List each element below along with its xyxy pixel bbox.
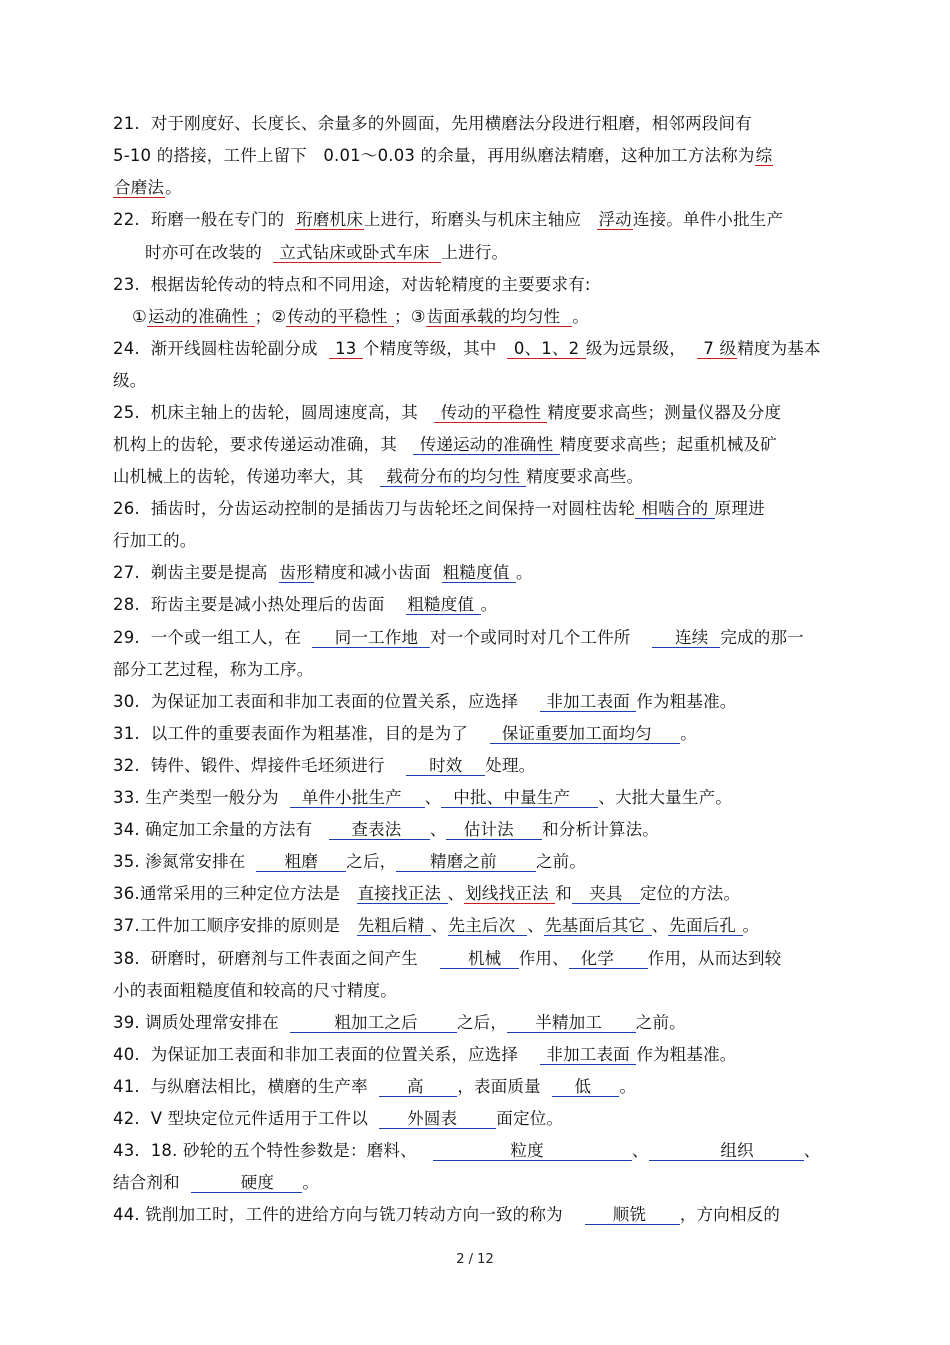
answer-blank: 机械 — [440, 949, 518, 968]
question-text: 。 — [742, 916, 760, 935]
question-text: 级为远景级， — [585, 339, 697, 358]
question-text: 时亦可在改装的 — [145, 243, 273, 262]
question-text: 面定位。 — [496, 1109, 564, 1128]
question-text: 、 — [631, 1141, 649, 1160]
question-text: 22. 珩磨一般在专门的 — [113, 210, 296, 229]
question-text: 。 — [515, 563, 533, 582]
text-line — [113, 434, 777, 456]
text-line — [113, 819, 659, 841]
question-text: 。 — [165, 178, 182, 197]
question-text: 。 — [572, 307, 589, 326]
answer-blank: 0、1、2 — [508, 339, 585, 358]
question-text: 、 — [430, 916, 448, 935]
question-text: 精度要求高些；起重机械及矿 — [559, 435, 777, 454]
answer-blank: 非加工表面 — [540, 692, 636, 711]
text-line — [113, 755, 535, 777]
question-text: ；② — [254, 307, 287, 326]
text-line — [113, 1108, 563, 1130]
answer-blank: 运动的准确性 — [148, 307, 254, 326]
question-text: 行加工的。 — [113, 531, 197, 550]
question-text: 21. 对于刚度好、长度长、余量多的外圆面，先用横磨法分段进行粗磨，相邻两段间有 — [113, 114, 752, 133]
text-line — [113, 177, 182, 199]
question-text: 。 — [480, 595, 498, 614]
question-text: 37.工件加工顺序安排的原则是 — [113, 916, 357, 935]
text-line — [113, 980, 397, 1002]
answer-blank: 载荷分布的均匀性 — [380, 467, 526, 486]
answer-blank: 硬度 — [191, 1173, 302, 1192]
question-text: 小的表面粗糙度值和较高的尺寸精度。 — [113, 981, 397, 1000]
text-line — [113, 562, 533, 584]
text-line — [113, 402, 781, 424]
question-text: 39. 调质处理常安排在 — [113, 1013, 290, 1032]
question-text: 结合剂和 — [113, 1173, 191, 1192]
answer-blank: 浮动 — [598, 210, 632, 229]
question-text: 43. 18. 砂轮的五个特性参数是：磨料、 — [113, 1141, 434, 1160]
question-text: 连接。单件小批生产 — [632, 210, 784, 229]
question-text: 42. V 型块定位元件适用于工件以 — [113, 1109, 379, 1128]
text-line — [113, 594, 497, 616]
answer-blank: 化学 — [569, 949, 647, 968]
answer-blank: 粗糙度值 — [442, 563, 515, 582]
question-text: 、 — [803, 1141, 821, 1160]
question-text: 机构上的齿轮，要求传递运动准确，其 — [113, 435, 414, 454]
question-text: 30. 为保证加工表面和非加工表面的位置关系，应选择 — [113, 692, 540, 711]
question-text: 41. 与纵磨法相比，横磨的生产率 — [113, 1077, 379, 1096]
question-text: 个精度等级，其中 — [362, 339, 508, 358]
answer-blank: 保证重要加工面均匀 — [490, 724, 680, 743]
answer-blank: 传动的平稳性 — [287, 307, 394, 326]
question-text: ，方向相反的 — [679, 1205, 781, 1224]
question-text: 上进行。 — [441, 243, 509, 262]
question-text: 和 — [555, 884, 572, 903]
answer-blank: 7 级 — [697, 339, 737, 358]
text-line — [113, 209, 783, 231]
question-text: 34. 确定加工余量的方法有 — [113, 820, 329, 839]
question-text: 和分析计算法。 — [542, 820, 660, 839]
question-text: 29. 一个或一组工人，在 — [113, 628, 312, 647]
question-text: 作为粗基准。 — [636, 1045, 737, 1064]
question-text: 之后， — [456, 1013, 508, 1032]
answer-blank: 低 — [552, 1077, 619, 1096]
answer-blank: 13 — [329, 339, 362, 358]
text-line — [113, 1204, 780, 1226]
text-line — [113, 498, 765, 520]
question-text: 定位的方法。 — [639, 884, 741, 903]
question-text: 作为粗基准。 — [636, 692, 737, 711]
answer-blank: 直接找正法 — [357, 884, 447, 903]
text-line — [113, 274, 591, 296]
question-text: 33. 生产类型一般分为 — [113, 788, 290, 807]
text-line — [113, 1140, 821, 1162]
question-text: 部分工艺过程，称为工序。 — [113, 660, 314, 679]
answer-blank: 精磨之前 — [397, 852, 535, 871]
question-text: 精度和减小齿面 — [313, 563, 442, 582]
question-text: 级。 — [113, 371, 147, 390]
answer-blank: 先基面后其它 — [544, 916, 651, 935]
text-line — [113, 1044, 737, 1066]
answer-blank: 划线找正法 — [465, 884, 555, 903]
answer-blank: 综 — [755, 146, 773, 165]
answer-blank: 先主后次 — [448, 916, 527, 935]
answer-blank: 合磨法 — [114, 178, 165, 197]
answer-blank: 查表法 — [329, 820, 429, 839]
answer-blank: 中批、中量生产 — [442, 788, 598, 807]
answer-blank: 夹具 — [572, 884, 639, 903]
answer-blank: 粗糙度值 — [407, 595, 480, 614]
answer-blank: 连续 — [653, 628, 720, 647]
text-line — [113, 338, 821, 360]
question-text: 作用，从而达到较 — [647, 949, 782, 968]
page-number: 2 / 12 — [456, 1252, 494, 1267]
question-text: ，表面质量 — [457, 1077, 552, 1096]
question-text: 上进行，珩磨头与机床主轴应 — [364, 210, 598, 229]
question-text: 之前。 — [635, 1013, 686, 1032]
question-text: 32. 铸件、锻件、焊接件毛坯须进行 — [113, 756, 407, 775]
question-text: 5-10 的搭接，工件上留下 0.01～0.03 的余量，再用纵磨法精磨，这种加工方法称为 — [113, 146, 755, 165]
question-text: 24. 渐开线圆柱齿轮副分成 — [113, 339, 329, 358]
question-text: 26. 插齿时，分齿运动控制的是插齿刀与齿轮坯之间保持一对圆柱齿轮 — [113, 499, 636, 518]
question-text: 精度要求高些。 — [526, 467, 644, 486]
answer-blank: 粗磨 — [257, 852, 346, 871]
question-text: 36.通常采用的三种定位方法是 — [113, 884, 357, 903]
answer-blank: 同一工作地 — [312, 628, 430, 647]
answer-blank: 相啮合的 — [636, 499, 714, 518]
text-line — [113, 145, 773, 167]
question-text: 精度为基本 — [737, 339, 821, 358]
answer-blank: 高 — [379, 1077, 457, 1096]
text-line — [113, 723, 697, 745]
question-text: 23. 根据齿轮传动的特点和不同用途，对齿轮精度的主要要求有: — [113, 275, 591, 294]
text-line — [145, 242, 508, 264]
question-text: 、大批大量生产。 — [598, 788, 732, 807]
question-text: 完成的那一 — [720, 628, 804, 647]
question-text: 、 — [527, 916, 544, 935]
text-line — [113, 787, 732, 809]
question-text: ；③ — [394, 307, 426, 326]
answer-blank: 时效 — [407, 756, 485, 775]
answer-blank: 非加工表面 — [540, 1045, 636, 1064]
answer-blank: 立式钻床或卧式车床 — [273, 243, 441, 262]
question-text: 。 — [619, 1077, 637, 1096]
question-text: 之后， — [346, 852, 397, 871]
answer-blank: 半精加工 — [508, 1013, 635, 1032]
text-line — [113, 659, 313, 681]
text-line — [113, 1172, 319, 1194]
question-text: 、 — [447, 884, 465, 903]
text-line — [113, 466, 643, 488]
question-text: 31. 以工件的重要表面作为粗基准，目的是为了 — [113, 724, 490, 743]
answer-blank: 粒度 — [434, 1141, 631, 1160]
question-text: 原理进 — [714, 499, 765, 518]
text-line — [113, 113, 752, 135]
question-text: 、 — [429, 820, 447, 839]
answer-blank: 传递运动的准确性 — [414, 435, 559, 454]
question-text: 25. 机床主轴上的齿轮，圆周速度高，其 — [113, 403, 435, 422]
question-text: 山机械上的齿轮，传递功率大，其 — [113, 467, 380, 486]
answer-blank: 顺铣 — [585, 1205, 679, 1224]
question-text: 44. 铣削加工时，工件的进给方向与铣刀转动方向一致的称为 — [113, 1205, 585, 1224]
answer-blank: 估计法 — [447, 820, 542, 839]
question-text: 对一个或同时对几个工件所 — [430, 628, 653, 647]
question-text: 。 — [302, 1173, 320, 1192]
question-text: 处理。 — [485, 756, 536, 775]
text-line — [113, 691, 737, 713]
question-text: 精度要求高些；测量仪器及分度 — [547, 403, 782, 422]
question-text: 38. 研磨时，研磨剂与工件表面之间产生 — [113, 949, 440, 968]
question-text: 、 — [424, 788, 442, 807]
answer-blank: 先面后孔 — [669, 916, 742, 935]
question-text: ① — [132, 307, 147, 326]
text-line — [113, 851, 586, 873]
question-text: 28. 珩齿主要是减小热处理后的齿面 — [113, 595, 407, 614]
answer-blank: 单件小批生产 — [290, 788, 424, 807]
answer-blank: 齿形 — [279, 563, 313, 582]
text-line — [113, 883, 740, 905]
question-text: 27. 剃齿主要是提高 — [113, 563, 279, 582]
question-text: 。 — [680, 724, 697, 743]
text-line — [113, 948, 781, 970]
question-text: 35. 渗氮常安排在 — [113, 852, 257, 871]
text-line — [113, 530, 197, 552]
text-line — [113, 915, 759, 937]
answer-blank: 先粗后精 — [357, 916, 430, 935]
answer-blank: 传动的平稳性 — [435, 403, 547, 422]
answer-blank: 珩磨机床 — [296, 210, 364, 229]
text-line — [113, 1076, 636, 1098]
question-text: 40. 为保证加工表面和非加工表面的位置关系，应选择 — [113, 1045, 540, 1064]
answer-blank: 齿面承载的均匀性 — [426, 307, 572, 326]
question-text: 、 — [651, 916, 669, 935]
question-text: 之前。 — [535, 852, 587, 871]
answer-blank: 组织 — [649, 1141, 803, 1160]
text-line — [113, 1012, 686, 1034]
text-line — [132, 306, 589, 328]
answer-blank: 粗加工之后 — [290, 1013, 456, 1032]
text-line — [113, 627, 804, 649]
text-line — [113, 370, 146, 392]
answer-blank: 外圆表 — [379, 1109, 496, 1128]
question-text: 作用、 — [518, 949, 569, 968]
